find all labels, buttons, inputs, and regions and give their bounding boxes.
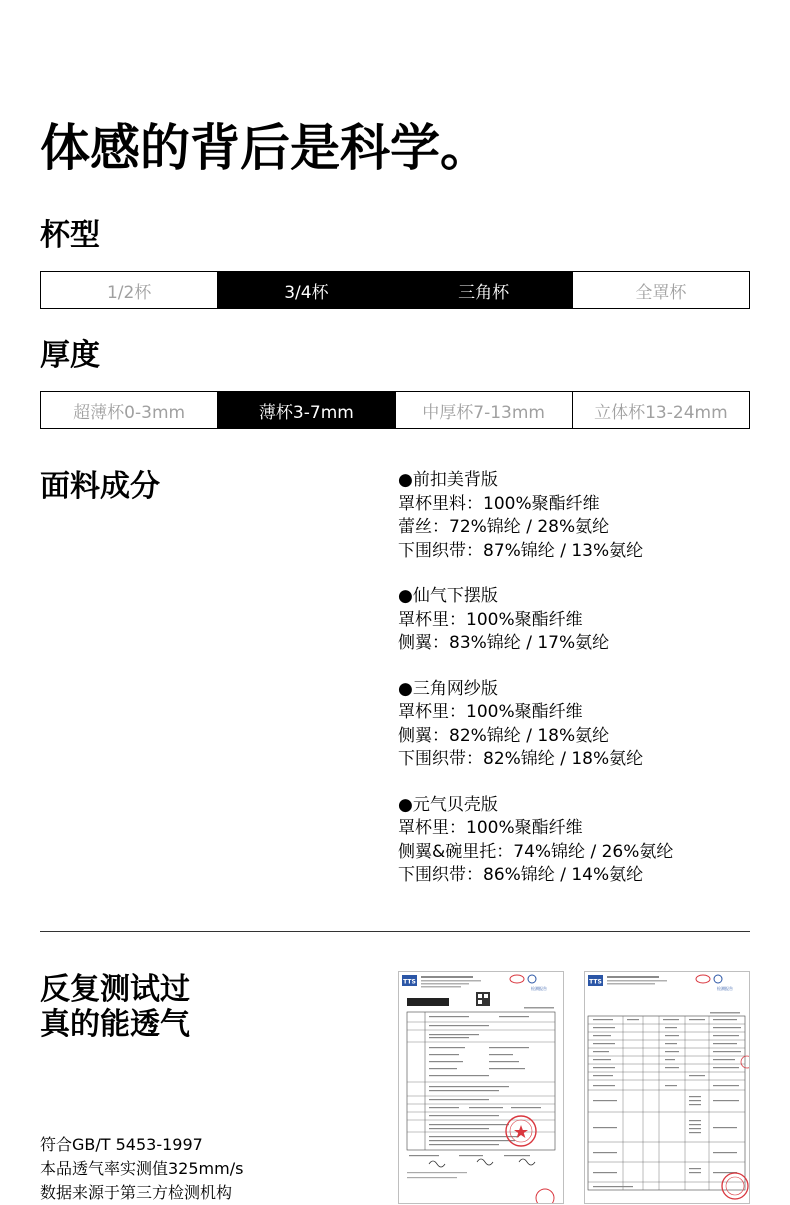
thickness-selector bbox=[40, 391, 750, 429]
test-report-page-2 bbox=[585, 972, 750, 1204]
fabric-group bbox=[398, 469, 758, 563]
source-note: 数据来源于第三方检测机构 bbox=[40, 1183, 233, 1202]
fabric-group bbox=[398, 678, 758, 772]
page-title: 体感的背后是科学。 bbox=[40, 119, 490, 177]
thickness-heading: 厚度 bbox=[40, 338, 100, 373]
breathability-heading-line1: 反复测试过 bbox=[40, 972, 190, 1007]
fabric-line: 侧翼：82%锦纶 / 18%氨纶 bbox=[398, 725, 610, 746]
thickness-option-medium[interactable]: 中厚杯7-13mm bbox=[396, 392, 573, 428]
cup-option-triangle[interactable]: 三角杯 bbox=[396, 272, 573, 308]
thickness-option-thin[interactable]: 薄杯3-7mm bbox=[218, 392, 395, 428]
fabric-line: 下围织带：87%锦纶 / 13%氨纶 bbox=[398, 540, 644, 561]
cup-option-half[interactable]: 1/2杯 bbox=[41, 272, 218, 308]
test-report-page-1 bbox=[399, 972, 564, 1204]
svg-text:TTS: TTS bbox=[403, 978, 416, 986]
fabric-group bbox=[398, 794, 758, 888]
breathability-notes bbox=[40, 1133, 243, 1205]
measured-value-note: 本品透气率实测值325mm/s bbox=[40, 1159, 244, 1178]
thickness-option-ultra-thin[interactable]: 超薄杯0-3mm bbox=[41, 392, 218, 428]
fabric-line: 侧翼：83%锦纶 / 17%氨纶 bbox=[398, 633, 610, 653]
cup-option-full[interactable]: 全罩杯 bbox=[635, 282, 687, 303]
fabric-line: 罩杯里：100%聚酯纤维 bbox=[398, 818, 583, 838]
fabric-line: 下围织带：86%锦纶 / 14%氨纶 bbox=[398, 865, 644, 885]
fabric-line: 罩杯里料：100%聚酯纤维 bbox=[398, 493, 600, 514]
fabric-line: 罩杯里：100%聚酯纤维 bbox=[398, 609, 583, 630]
svg-text:TTS: TTS bbox=[589, 978, 602, 986]
thickness-option-3d[interactable]: 立体杯13-24mm bbox=[594, 402, 728, 423]
fabric-heading: 面料成分 bbox=[40, 469, 160, 504]
cup-option-three-quarter[interactable]: 3/4杯 bbox=[218, 272, 395, 308]
cup-type-selector bbox=[40, 271, 750, 309]
fabric-line: 下围织带：82%锦纶 / 18%氨纶 bbox=[398, 749, 644, 769]
fabric-line: 侧翼&碗里托：74%锦纶 / 26%氨纶 bbox=[398, 841, 674, 862]
fabric-group bbox=[398, 585, 758, 656]
svg-text:检测报告: 检测报告 bbox=[531, 986, 547, 991]
breathability-heading-line2: 真的能透气 bbox=[40, 1007, 190, 1042]
section-divider bbox=[40, 931, 750, 932]
cup-type-heading: 杯型 bbox=[40, 218, 100, 253]
standard-note: 符合GB/T 5453-1997 bbox=[40, 1135, 203, 1154]
fabric-group-name: ●前扣美背版 bbox=[398, 470, 498, 490]
fabric-composition-list bbox=[398, 469, 758, 910]
fabric-group-name: ●三角网纱版 bbox=[398, 678, 498, 699]
fabric-line: 蕾丝：72%锦纶 / 28%氨纶 bbox=[398, 517, 610, 537]
test-report-image-2[interactable] bbox=[584, 971, 750, 1204]
breathability-heading bbox=[40, 972, 190, 1042]
fabric-group-name: ●仙气下摆版 bbox=[398, 586, 498, 606]
fabric-line: 罩杯里：100%聚酯纤维 bbox=[398, 702, 583, 722]
test-report-image-1[interactable] bbox=[398, 971, 564, 1204]
fabric-group-name: ●元气贝壳版 bbox=[398, 794, 498, 815]
svg-text:检测报告: 检测报告 bbox=[717, 986, 733, 991]
